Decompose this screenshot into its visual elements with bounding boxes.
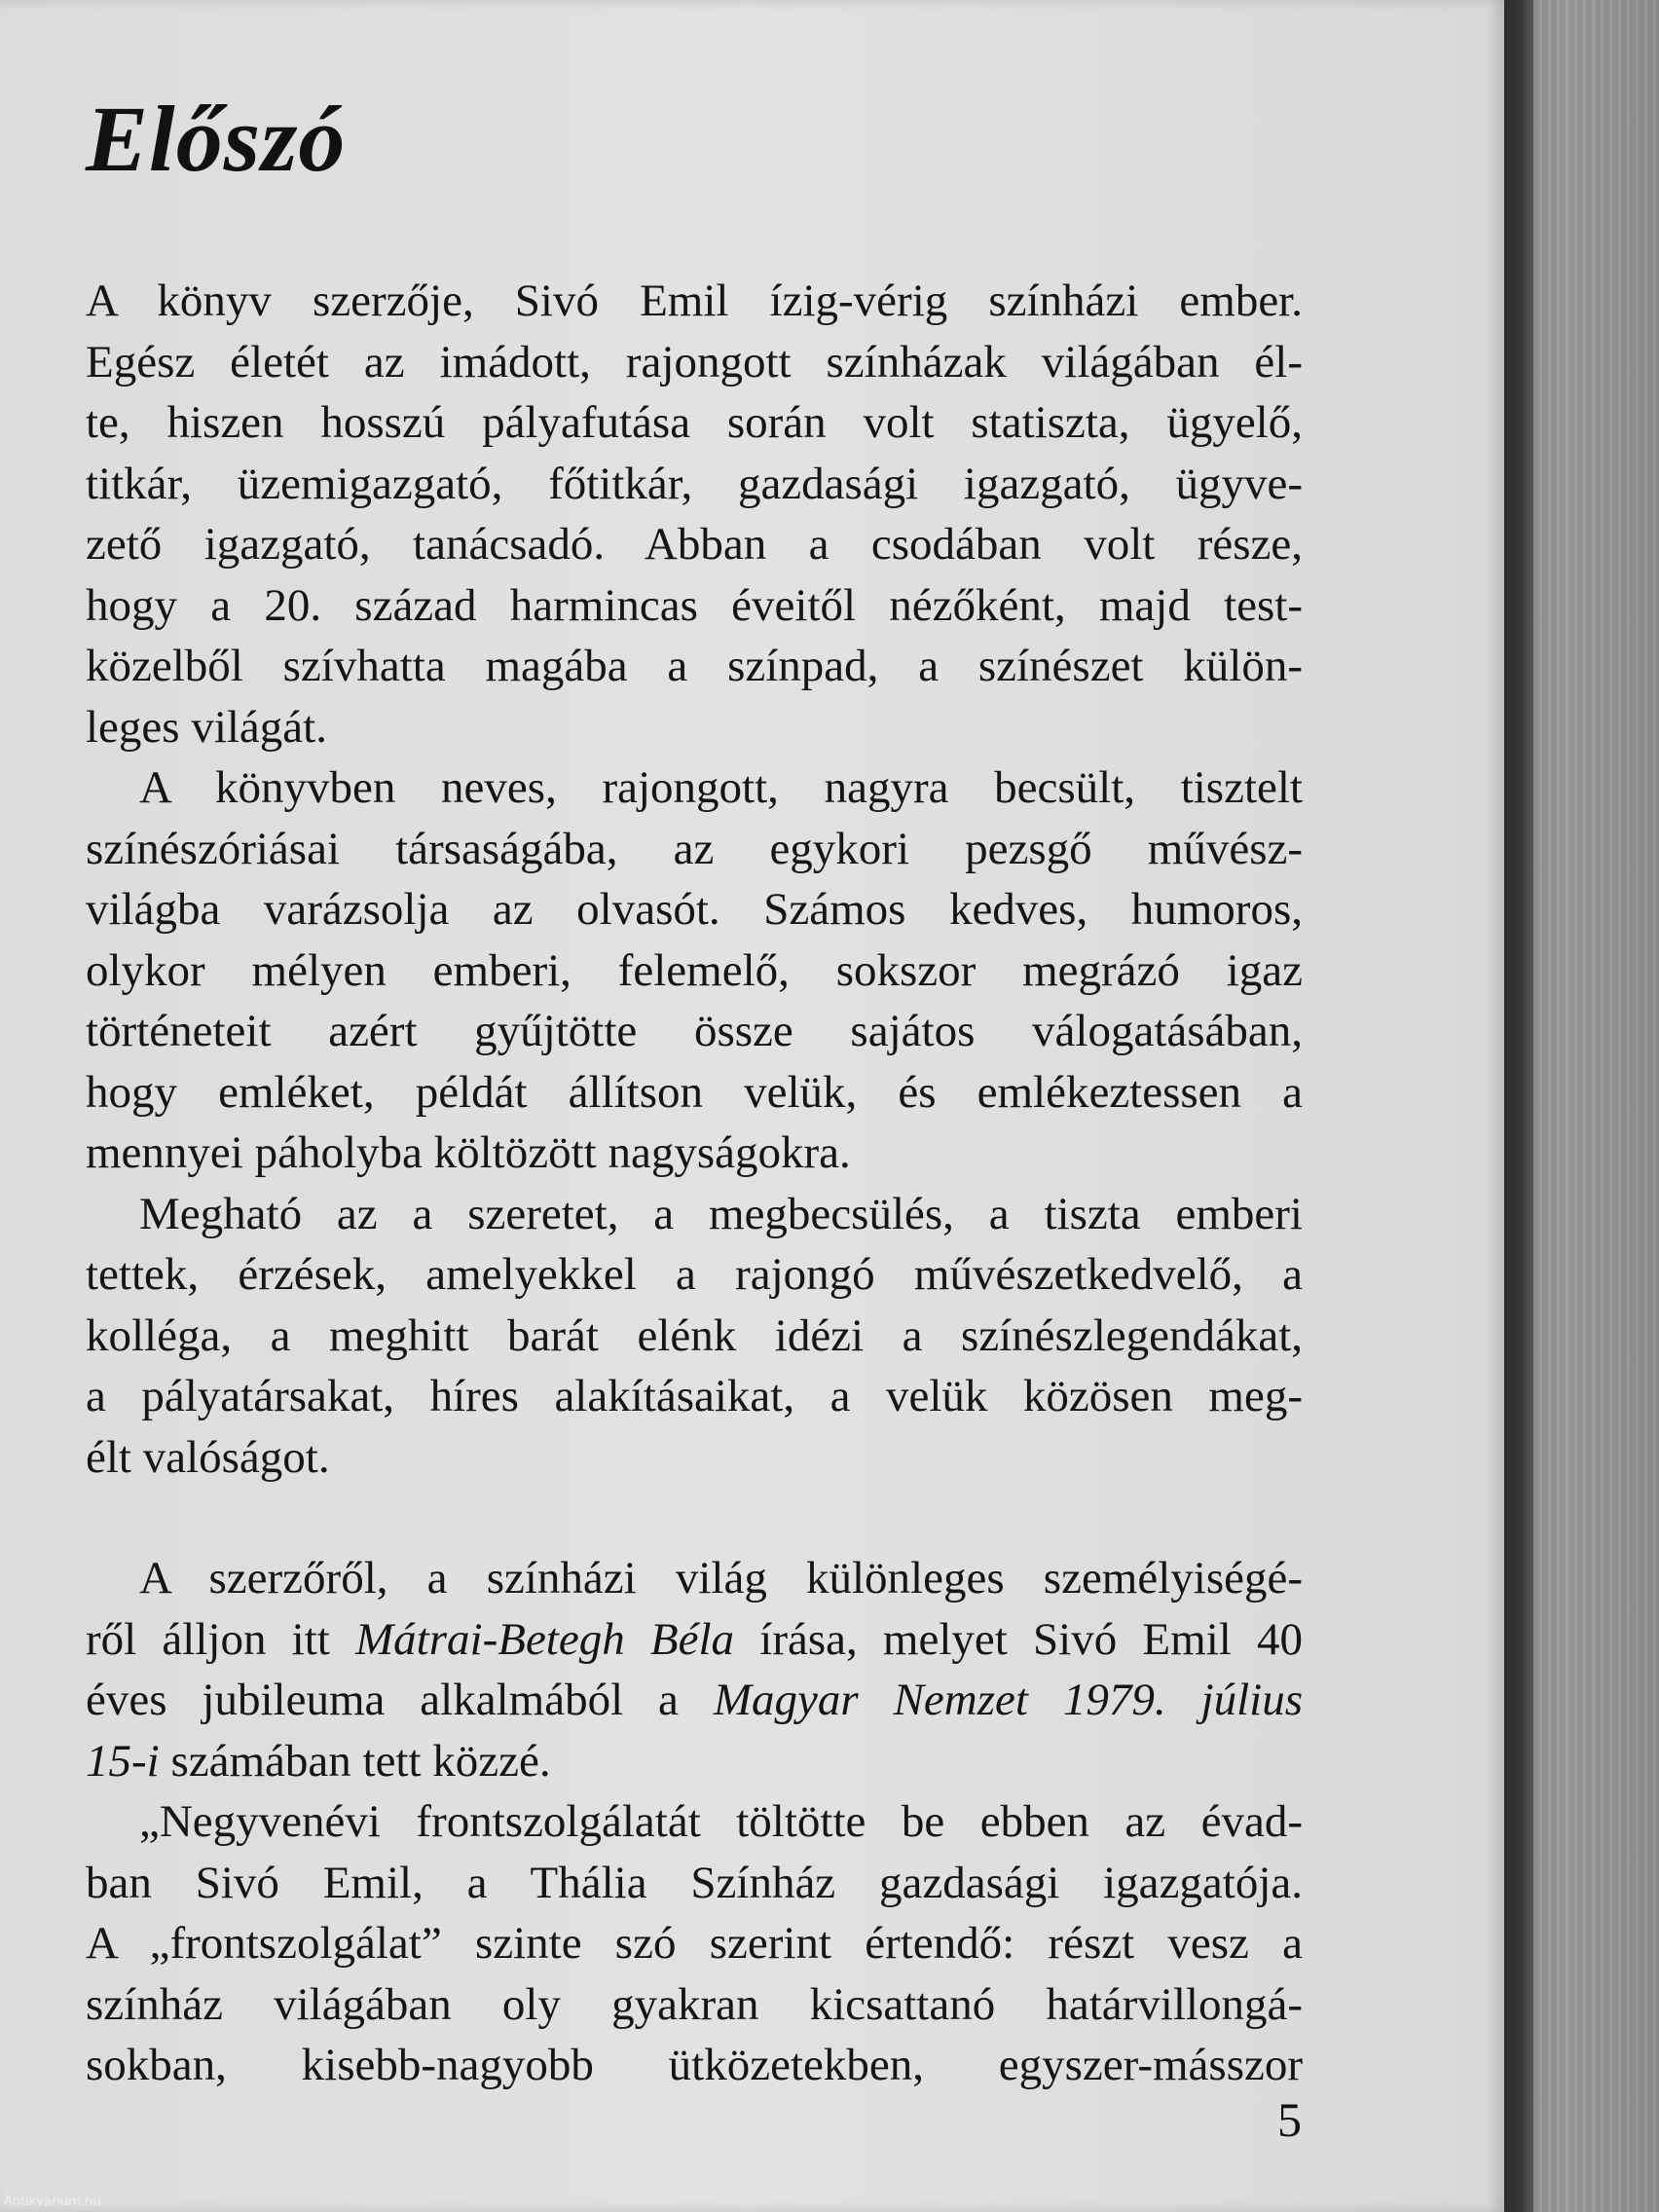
book-edge-shadow: [1504, 0, 1533, 2212]
text-line: Egész életét az imádott, rajongott színházak világában él-: [86, 336, 1303, 387]
text-line: leges világát.: [86, 701, 327, 753]
paragraph-1: [86, 271, 1303, 757]
text-line: „Negyvenévi frontszolgálatát töltötte be ebben az évad-: [139, 1796, 1303, 1847]
text-line: világba varázsolja az olvasót. Számos kedves, humoros,: [86, 884, 1303, 935]
paragraph-5: [86, 1791, 1303, 2096]
text-line: [86, 1670, 1303, 1731]
page-title: Előszó: [86, 87, 347, 191]
text-line: titkár, üzemigazgató, főtitkár, gazdasági igazgató, ügyve-: [86, 458, 1303, 509]
text-line: a pályatársakat, híres alakításaikat, a velük közösen meg-: [86, 1371, 1303, 1421]
text-line: színészóriásai társaságába, az egykori pezsgő művész-: [86, 823, 1303, 874]
page-number: 5: [1277, 2092, 1302, 2147]
text-line: hogy a 20. század harmincas éveitől nézőként, majd test-: [86, 579, 1303, 631]
text-line: A könyvben neves, rajongott, nagyra becsült, tisztelt: [139, 762, 1303, 813]
text-line: [86, 1731, 1303, 1792]
author-name: Mátrai-Betegh Béla: [355, 1613, 735, 1665]
text-line: [86, 1609, 1303, 1671]
text-segment: írása, melyet Sivó Emil 40: [734, 1613, 1304, 1665]
paragraph-2: [86, 757, 1303, 1184]
text-line: közelből szívhatta magába a színpad, a színészet külön-: [86, 641, 1303, 691]
section-gap: [86, 1488, 1303, 1548]
text-segment: ről álljon itt: [86, 1613, 356, 1665]
paragraph-3: [86, 1184, 1303, 1489]
text-segment: számában tett közzé.: [159, 1735, 551, 1787]
paragraph-4: [86, 1548, 1303, 1791]
publication-issue: 15-i: [86, 1735, 160, 1787]
text-line: A „frontszolgálat” szinte szó szerint értendő: részt vesz a: [86, 1918, 1303, 1969]
body-text: [86, 271, 1303, 2096]
text-line: kolléga, a meghitt barát elénk idézi a színészlegendákat,: [86, 1309, 1303, 1361]
text-line: tettek, érzések, amelyekkel a rajongó művészetkedvelő, a: [86, 1249, 1303, 1300]
text-line: Megható az a szeretet, a megbecsülés, a tiszta emberi: [139, 1188, 1303, 1239]
text-line: hogy emléket, példát állítson velük, és emlékeztessen a: [86, 1066, 1303, 1118]
text-line: A szerzőről, a színházi világ különleges személyiségé-: [139, 1553, 1303, 1604]
text-line: te, hiszen hosszú pályafutása során volt statiszta, ügyelő,: [86, 397, 1303, 448]
watermark: Antikvarium.hu: [4, 2194, 101, 2209]
text-line: olykor mélyen emberi, felemelő, sokszor megrázó igaz: [86, 944, 1303, 996]
text-segment: éves jubileuma alkalmából a: [86, 1675, 714, 1725]
text-line: sokban, kisebb-nagyobb ütközetekben, egyszer-másszor: [86, 2040, 1303, 2090]
text-line: történeteit azért gyűjtötte össze sajátos válogatásában,: [86, 1006, 1303, 1056]
text-line: ban Sivó Emil, a Thália Színház gazdasági igazgatója.: [86, 1857, 1303, 1908]
text-line: A könyv szerzője, Sivó Emil ízig-vérig színházi ember.: [86, 276, 1303, 326]
text-line: élt valóságot.: [86, 1431, 330, 1483]
text-line: mennyei páholyba költözött nagyságokra.: [86, 1127, 851, 1178]
text-line: zető igazgató, tanácsadó. Abban a csodában volt része,: [86, 519, 1303, 570]
text-line: színház világában oly gyakran kicsattanó határvillongá-: [86, 1978, 1303, 2030]
publication-name: Magyar Nemzet 1979. július: [713, 1675, 1303, 1725]
